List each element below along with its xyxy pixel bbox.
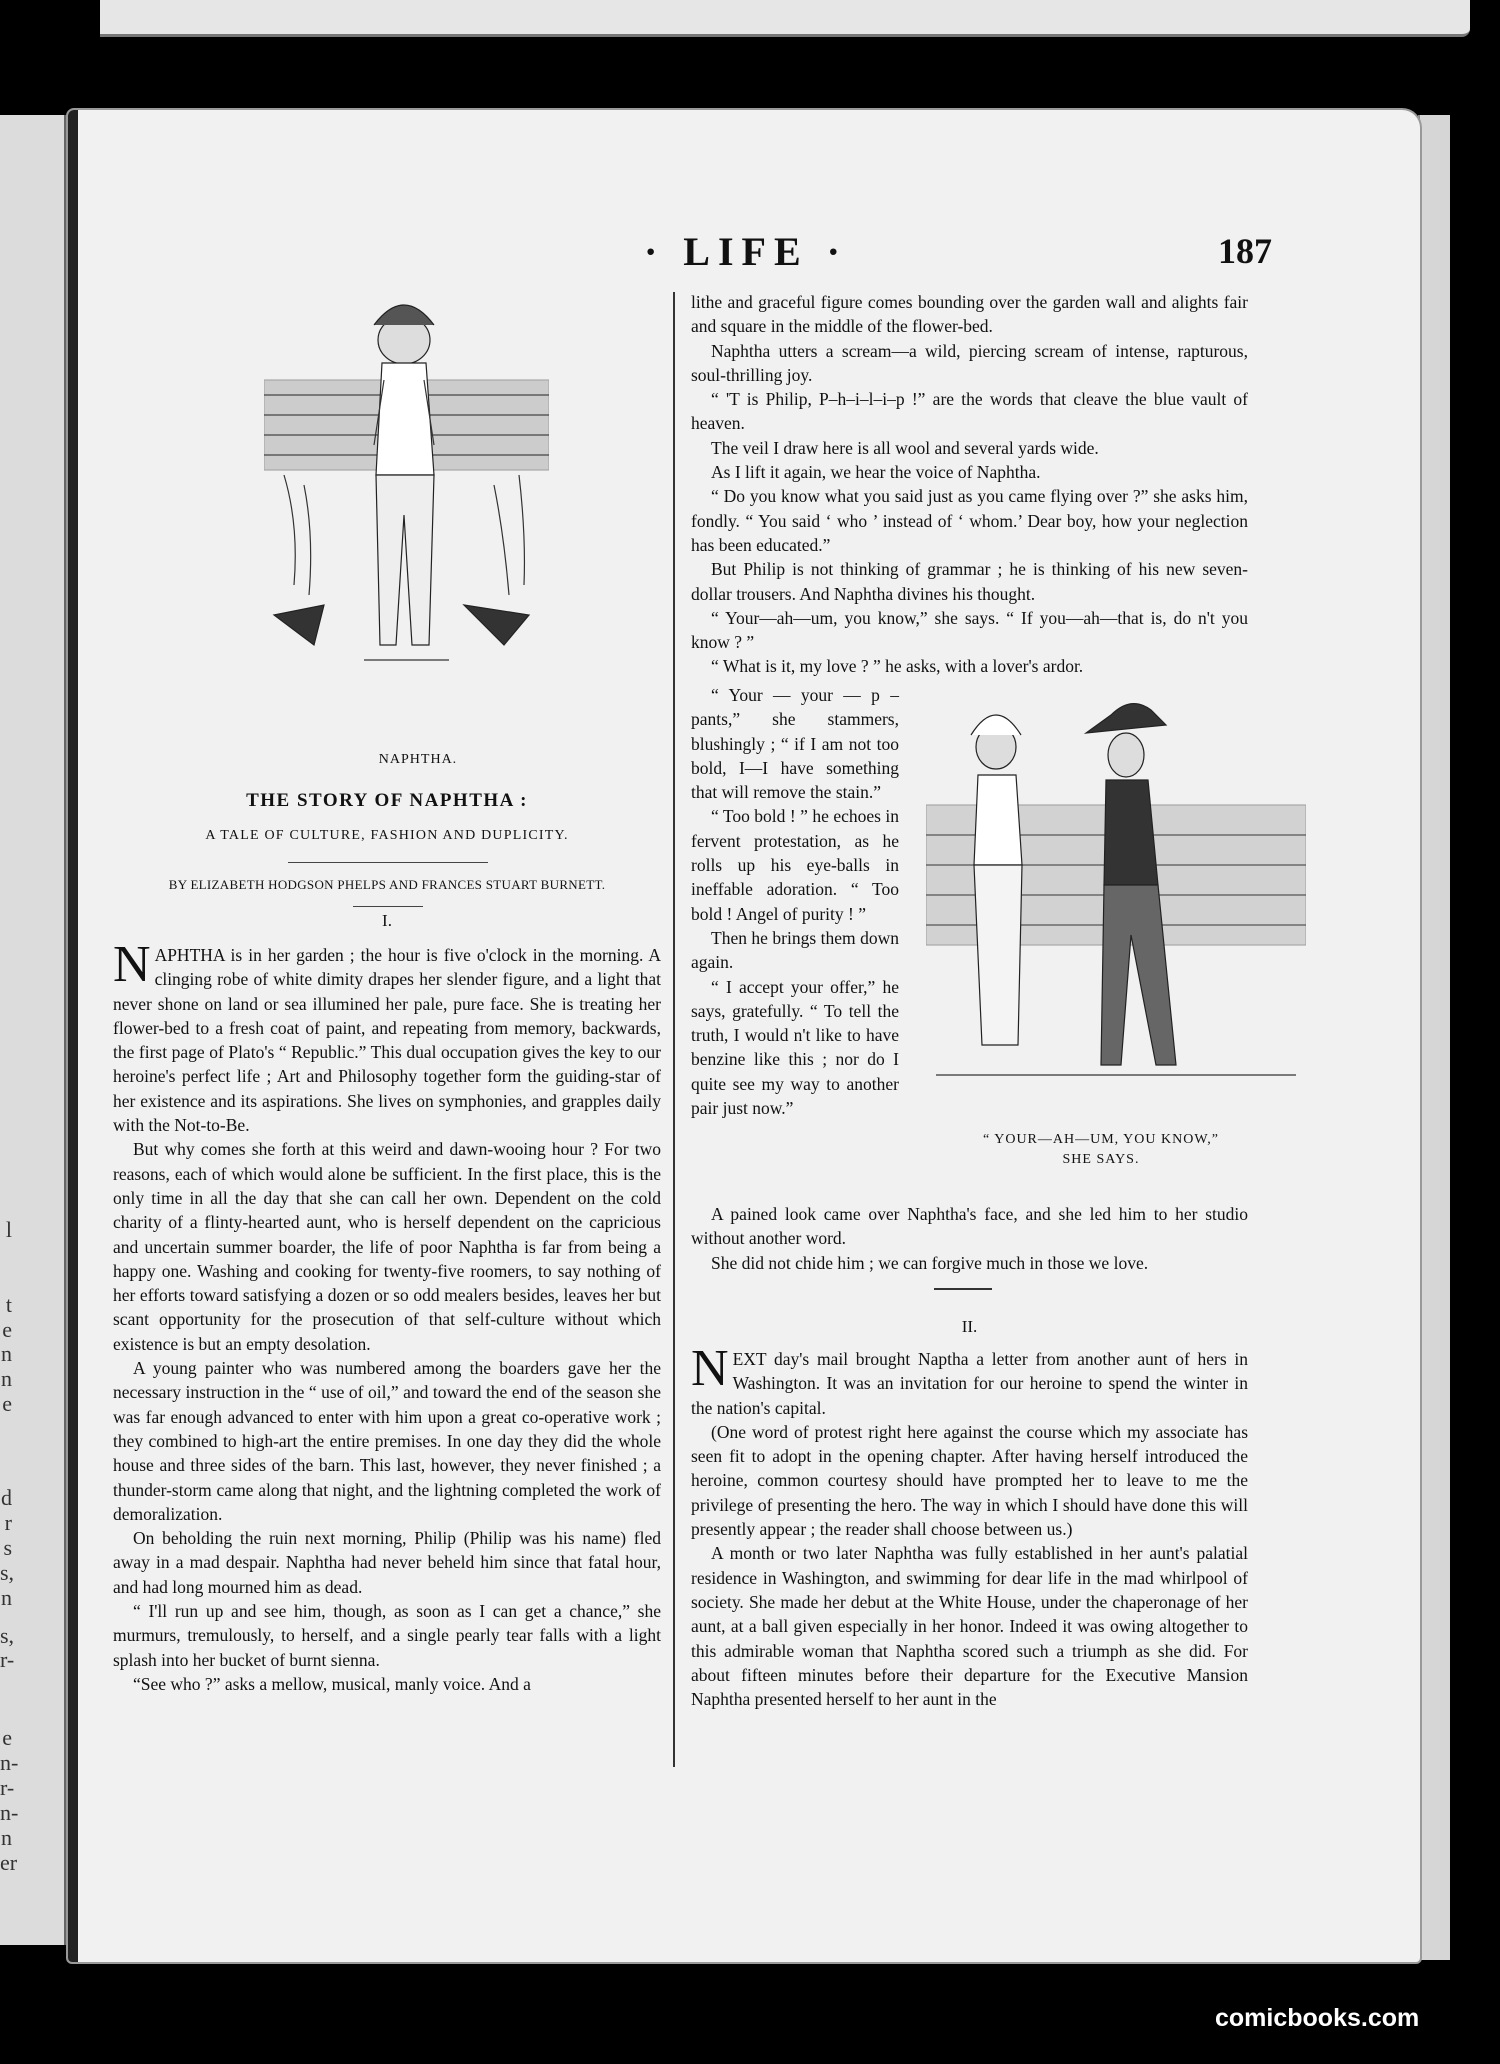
paragraph: “ Too bold ! ” he echoes in fervent protestation, as he rolls up his eye-balls in ineffable adoration. “ Too bold ! Angel of purity ! ” (691, 806, 899, 924)
adjacent-page-left (0, 115, 67, 1945)
paragraph: On beholding the ruin next morning, Philip (Philip was his name) fled away in a mad despair. Naphtha had never beheld him since that fatal hour, and had long mourned him as dead. (113, 1528, 661, 1597)
chapter-heading: II. (961, 1317, 978, 1336)
left-page-fragment: n (1, 1341, 12, 1366)
left-page-fragment: n (1, 1585, 12, 1610)
left-page-fragment: e (2, 1725, 12, 1750)
left-page-fragment: d (1, 1485, 12, 1510)
illustration-caption: NAPHTHA. (378, 752, 458, 767)
story-byline: BY ELIZABETH HODGSON PHELPS AND FRANCES STUART BURNETT. (168, 877, 606, 892)
left-page-fragment: l (5, 1217, 12, 1242)
right-column-top (691, 290, 1248, 679)
paragraph: NAPHTHA is in her garden ; the hour is five o'clock in the morning. A clinging robe of white dimity drapes her slender figure, and a light that never shone on land or sea illumined her pale, pure face. She is treating her flower-bed to a fresh coat of paint, and repeating from memory, backwards, the first page of Plato's “ Republic.” This dual occupation gives the key to our heroine's perfect life ; Art and Philosophy together form the guiding-star of her existence and its aspirations. She lives on symphonies, and grapples daily with the Not-to-Be. (113, 936, 661, 1136)
divider (353, 906, 423, 907)
right-column-narrow (691, 683, 899, 1120)
naphtha-illustration (264, 285, 549, 685)
paragraph: A young painter who was numbered among the boarders gave her the necessary instruction in the “ use of oil,” and toward the end of the season she was far enough advanced to enter with him upon a great co-operative work ; they combined to high-art the entire premises. In one day they did the whole house and three sides of the barn. This last, however, they never finished ; a thunder-storm came along that night, and the lightning completed the work of demoralization. (113, 1358, 661, 1524)
paragraph: A pained look came over Naphtha's face, and she led him to her studio without another word. (691, 1204, 1248, 1249)
paragraph: “ I accept your offer,” he says, gratefully. “ To tell the truth, I would n't like to have benzine like this ; nor do I quite see my way to another pair just now.” (691, 976, 899, 1119)
caption-line: “ YOUR—AH—UM, YOU KNOW,” (983, 1132, 1219, 1147)
column-divider (673, 292, 675, 1767)
left-page-fragment: n (1, 1825, 12, 1850)
page-number: 187 (1218, 231, 1272, 271)
illustration-caption (921, 1130, 1281, 1170)
left-page-fragment: er (0, 1850, 18, 1875)
paragraph: A month or two later Naphtha was fully established in her aunt's palatial residence in Washington, and swimming for dear life in the mad whirlpool of society. She made her debut at the White House, under the chaperonage of her aunt, at a ball given especially in her honor. Indeed it was owing altogether to this admirable woman that Naphtha scored such a triumph as she did. For about fifteen minutes before their departure for the Executive Mansion Naphtha presented herself to her aunt in the (691, 1543, 1248, 1710)
adjacent-page-top (100, 0, 1470, 37)
paragraph: “ Your—ah—um, you know,” she says. “ If you—ah—that is, do n't you know ? ” (691, 607, 1248, 653)
left-page-fragment: n- (0, 1800, 19, 1825)
paragraph: (One word of protest right here against the course which my associate has seen fit to adopt in the opening chapter. After having herself introduced the heroine, common courtesy should have prompted her to leave to me the privilege of presenting the hero. The way in which I should have done this will presently appear ; the reader shall choose between us.) (691, 1421, 1248, 1540)
left-page-fragment: r- (0, 1647, 15, 1672)
left-page-fragment: t (5, 1292, 12, 1317)
left-column (113, 936, 661, 1696)
gutter-shadow (68, 110, 78, 1962)
left-page-fragment: n (1, 1366, 12, 1391)
couple-illustration (926, 695, 1306, 1095)
right-column-bottom (691, 1340, 1248, 1711)
paragraph: Then he brings them down again. (691, 927, 899, 973)
paragraph: The veil I draw here is all wool and several yards wide. (711, 437, 1099, 458)
paragraph: “ Do you know what you said just as you came flying over ?” she asks him, fondly. “ You said ‘ who ’ instead of ‘ whom.’ Dear boy, how your neglection has been educated.” (691, 486, 1248, 555)
left-page-fragment: r (4, 1510, 12, 1535)
paragraph: “ 'T is Philip, P–h–i–l–i–p !” are the words that cleave the blue vault of heaven. (691, 389, 1248, 434)
paragraph: “See who ?” asks a mellow, musical, manly voice. And a (133, 1673, 531, 1694)
left-page-fragment: s (3, 1535, 12, 1560)
left-page-fragment: e (2, 1391, 12, 1416)
paragraph: But Philip is not thinking of grammar ; he is thinking of his new seven-dollar trousers. And Naphtha divines his thought. (691, 559, 1248, 604)
left-page-fragment: r- (0, 1775, 15, 1800)
left-page-fragment: s, (0, 1560, 15, 1585)
paragraph: “ I'll run up and see him, though, as soon as I can get a chance,” she murmurs, tremulously, to herself, and a single pearly tear falls with a light splash into her bucket of burnt sienna. (113, 1601, 661, 1670)
left-page-fragment: s, (0, 1623, 15, 1648)
left-page-fragment: e (2, 1317, 12, 1342)
paragraph: lithe and graceful figure comes bounding over the garden wall and alights fair and square in the middle of the flower-bed. (691, 292, 1248, 337)
story-title: THE STORY OF NAPHTHA : (246, 790, 528, 811)
paragraph: “ What is it, my love ? ” he asks, with a lover's ardor. (711, 656, 1084, 677)
paragraph: NEXT day's mail brought Naptha a letter from another aunt of hers in Washington. It was an invitation for our heroine to spend the winter in the nation's capital. (691, 1340, 1248, 1418)
chapter-heading: I. (382, 911, 392, 930)
left-page-fragment: n- (0, 1750, 19, 1775)
paragraph: Naphtha utters a scream—a wild, piercing scream of intense, rapturous, soul-thrilling joy. (691, 340, 1248, 385)
magazine-page (66, 108, 1422, 1964)
paragraph: As I lift it again, we hear the voice of Naphtha. (711, 462, 1041, 483)
divider (288, 862, 488, 863)
paragraph: “ Your — your — p – pants,” she stammers, blushingly ; “ if I am not too bold, I—I have something that will remove the stain.” (691, 685, 899, 803)
page-header-title: · LIFE · (643, 229, 849, 274)
caption-line: SHE SAYS. (1062, 1152, 1140, 1167)
divider (934, 1288, 992, 1290)
page-edge-right (1418, 115, 1450, 1960)
paragraph: She did not chide him ; we can forgive much in those we love. (711, 1252, 1149, 1273)
paragraph: But why comes she forth at this weird and dawn-wooing hour ? For two reasons, each of which would alone be sufficient. In the first place, this is the only time in all the day that she can call her own. Dependent on the cold charity of a flinty-hearted aunt, who is herself dependent on the capricious and uncertain summer boarder, the life of poor Naphtha is far from being a happy one. Washing and cooking for twenty-five roomers, to say nothing of her efforts toward satisfying a dozen or so odd mealers besides, leaves her but scant opportunity for the prosecution of that self-culture without which existence is but an empty desolation. (113, 1139, 661, 1354)
story-subtitle: A TALE OF CULTURE, FASHION AND DUPLICITY. (205, 828, 569, 843)
right-column-middle (691, 1202, 1248, 1275)
watermark: comicbooks.com (1215, 2004, 1420, 2032)
